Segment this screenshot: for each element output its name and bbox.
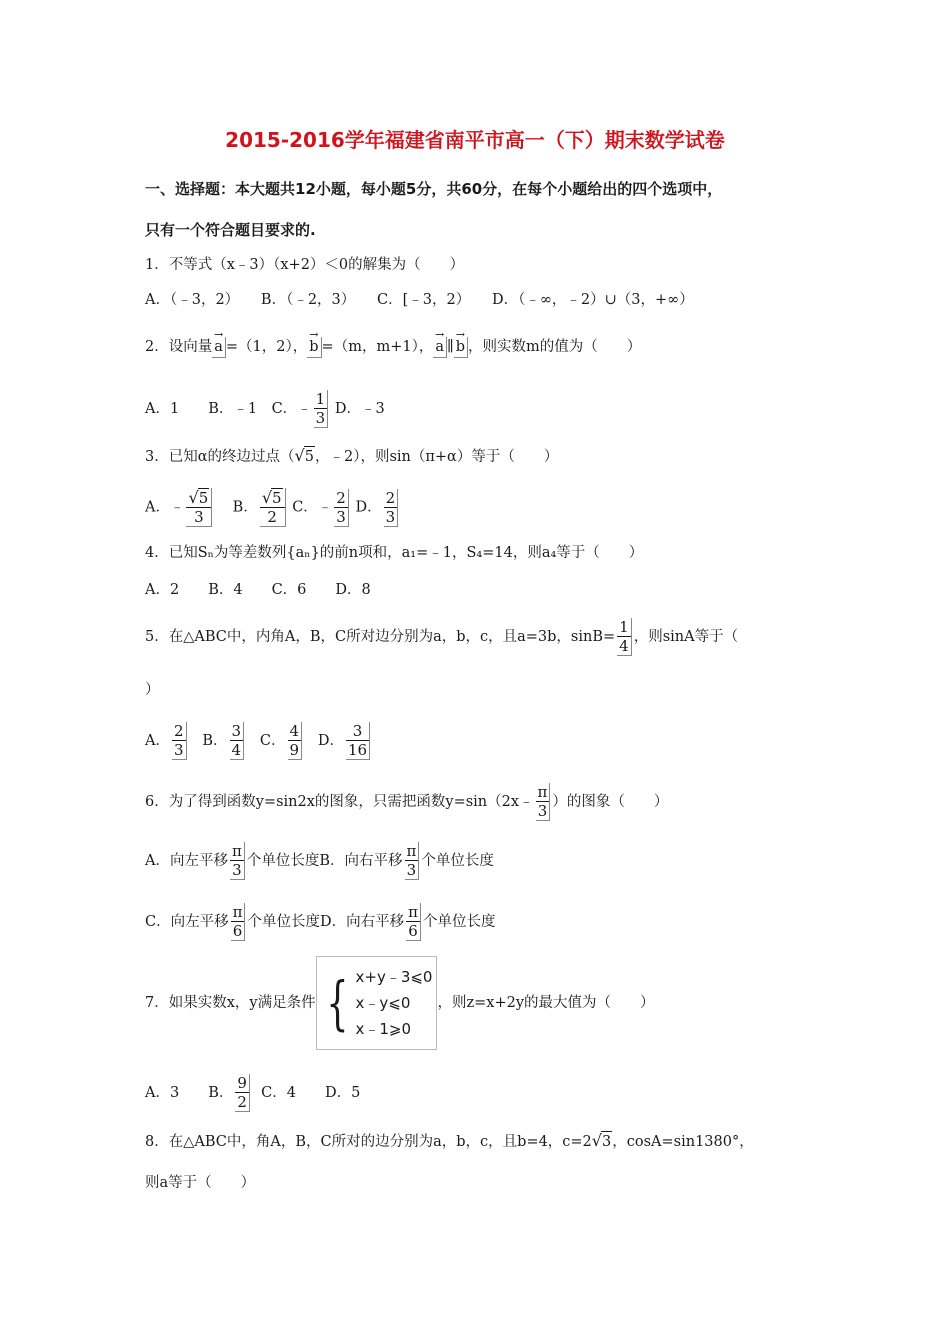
q5-opt-a-frac xyxy=(172,722,187,760)
q3-opt-c-frac xyxy=(334,489,349,527)
frac-den: 6 xyxy=(408,922,418,940)
q7-stem xyxy=(145,956,655,1050)
q6-stem-frac xyxy=(536,783,551,821)
section-header-line1: 一、选择题：本大题共12小题，每小题5分，共60分，在每个小题给出的四个选项中， xyxy=(145,180,723,198)
q6-opt-a-unit: 个单位长度 xyxy=(246,853,320,869)
frac-den: 3 xyxy=(194,508,204,526)
q5-opt-a-label: A． xyxy=(145,733,170,749)
frac-num: π xyxy=(406,842,417,860)
vector-a: → a xyxy=(212,337,226,358)
q1-options: A．（﹣3，2） B．（﹣2，3） C．[﹣3，2） D．（﹣∞，﹣2）∪（3，+∞） xyxy=(145,292,694,308)
q7-options xyxy=(145,1074,360,1112)
q2-suffix: ，则实数m的值为（ ） xyxy=(467,339,642,355)
q7-stem-b: ，则z=x+2y的最大值为（ ） xyxy=(437,995,655,1011)
frac-num: 2 xyxy=(385,488,396,507)
q7-opt-b-frac xyxy=(235,1074,250,1112)
q2-frac-num: 1 xyxy=(315,390,326,408)
frac-den: 3 xyxy=(385,507,396,526)
q6-options-ab xyxy=(145,842,494,880)
q6-opt-b-frac xyxy=(405,842,420,880)
radicand: 5 xyxy=(198,489,209,507)
q3-radicand: 5 xyxy=(304,446,315,467)
exam-title: 2015-2016学年福建省南平市高一（下）期末数学试卷 xyxy=(225,128,725,152)
q5-opt-c-frac xyxy=(288,722,303,760)
q2-prefix: 2．设向量 xyxy=(145,339,213,355)
parallel-symbol: ∥ xyxy=(446,339,454,355)
q6-stem xyxy=(145,783,668,821)
q3-prefix: 3．已知α的终边过点（ xyxy=(145,449,295,465)
q5-options xyxy=(145,722,372,760)
q4-options: A．2 B．4 C．6 D．8 xyxy=(145,582,371,598)
constraint-1: x+y﹣3⩽0 xyxy=(355,968,433,986)
q6-opt-d-frac xyxy=(406,903,421,941)
frac-den: 4 xyxy=(231,741,242,759)
frac-den: 3 xyxy=(336,507,346,526)
q2-option-ab: A．1 B．﹣1 C．﹣ xyxy=(145,401,312,417)
q8-stem-b: ，cosA=sin1380°， xyxy=(612,1134,754,1150)
sqrt-symbol: √ xyxy=(261,488,273,507)
constraint-2: x﹣y⩽0 xyxy=(355,994,411,1012)
brace-symbol: { xyxy=(325,969,349,1037)
q5-close: ） xyxy=(145,682,160,698)
q8-stem-line2: 则a等于（ ） xyxy=(145,1175,256,1191)
q5-opt-d-label: D． xyxy=(317,733,345,749)
frac-num: 2 xyxy=(336,488,346,507)
q3-opt-d-label: D． xyxy=(355,499,382,516)
frac-num: π xyxy=(231,842,242,860)
frac-den: 2 xyxy=(267,508,277,526)
q6-stem-b: ）的图象（ ） xyxy=(552,794,669,810)
frac-den: 3 xyxy=(232,861,242,879)
q3-opt-c-label: C．﹣ xyxy=(292,499,333,516)
sqrt-symbol: √ xyxy=(591,1131,602,1150)
q2-option-d: D．﹣3 xyxy=(334,401,385,417)
q3-opt-d-frac xyxy=(384,489,399,527)
q2-stem xyxy=(145,337,641,358)
q6-opt-c-unit: 个单位长度 xyxy=(247,914,320,930)
q7-opt-ab: A．3 B． xyxy=(145,1085,234,1101)
frac-num: π xyxy=(537,783,548,801)
frac-num: 3 xyxy=(231,722,242,740)
constraint-system xyxy=(316,956,438,1050)
frac-num: 1 xyxy=(619,618,629,636)
constraint-3: x﹣1⩾0 xyxy=(355,1020,412,1038)
q6-opt-b-unit: 个单位长度 xyxy=(421,853,494,869)
frac-num: π xyxy=(408,903,418,921)
frac-den: 3 xyxy=(537,802,548,820)
q6-opt-d-label: D．向右平移 xyxy=(319,914,405,930)
q6-opt-c-frac xyxy=(231,903,246,941)
q6-options-cd xyxy=(145,903,495,941)
q6-opt-a-frac xyxy=(230,842,245,880)
vector-b-again: → b xyxy=(454,337,468,358)
q5-opt-c-label: C． xyxy=(259,733,286,749)
frac-num: 2 xyxy=(173,722,184,740)
q6-opt-b-label: B．向右平移 xyxy=(319,853,403,869)
q7-stem-a: 7．如果实数x，y满足条件 xyxy=(145,995,316,1011)
q4-stem: 4．已知Sₙ为等差数列{aₙ}的前n项和，a₁=﹣1，S₄=14，则a₄等于（ ） xyxy=(145,545,644,561)
q3-opt-a-label: A．﹣ xyxy=(145,499,185,516)
vector-a-again: → a xyxy=(433,337,447,358)
frac-den: 9 xyxy=(289,741,300,759)
q3-opt-a-frac xyxy=(186,488,212,527)
q5-opt-d-frac xyxy=(346,722,370,760)
radicand: 5 xyxy=(272,489,282,507)
q3-options xyxy=(145,488,400,527)
q5-opt-b-label: B． xyxy=(202,733,228,749)
q3-suffix: ，﹣2），则sin（π+α）等于（ ） xyxy=(314,449,559,465)
q2-fraction xyxy=(314,390,329,428)
q6-opt-a-label: A．向左平移 xyxy=(145,853,228,869)
q7-opt-cd: C．4 D．5 xyxy=(261,1085,361,1101)
q2-b-value: =（m，m+1）， xyxy=(321,339,434,355)
section-header-line2: 只有一个符合题目要求的. xyxy=(145,221,316,239)
frac-den: 3 xyxy=(173,741,184,759)
q8-stem xyxy=(145,1131,754,1152)
q6-opt-c-label: C．向左平移 xyxy=(145,914,229,930)
q1-stem: 1．不等式（x﹣3）（x+2）＜0的解集为（ ） xyxy=(145,257,465,273)
q6-opt-d-unit: 个单位长度 xyxy=(422,914,496,930)
frac-num: π xyxy=(232,903,243,921)
q3-opt-b-frac xyxy=(260,488,286,527)
q5-sinb-frac xyxy=(617,618,632,656)
constraint-rows xyxy=(356,964,433,1042)
vector-b: → b xyxy=(307,337,321,358)
frac-num: 3 xyxy=(346,722,369,741)
q2-a-value: =（1，2）， xyxy=(225,339,308,355)
frac-den: 2 xyxy=(237,1093,247,1111)
q5-opt-b-frac xyxy=(230,722,245,760)
sqrt-symbol: √ xyxy=(188,488,199,507)
q3-stem xyxy=(145,446,558,467)
q2-options xyxy=(145,390,385,428)
frac-den: 16 xyxy=(348,741,368,759)
q5-stem-b: ，则sinA等于（ xyxy=(633,629,739,645)
frac-den: 6 xyxy=(232,922,243,940)
q5-stem-a: 5．在△ABC中，内角A，B，C所对边分别为a，b，c，且a=3b，sinB= xyxy=(145,629,616,645)
q8-stem-a: 8．在△ABC中，角A，B，C所对的边分别为a，b，c，且b=4，c=2 xyxy=(145,1134,592,1150)
frac-den: 4 xyxy=(619,637,629,655)
frac-num xyxy=(186,488,211,508)
q6-stem-a: 6．为了得到函数y=sin2x的图象，只需把函数y=sin（2x﹣ xyxy=(145,794,534,810)
q2-frac-den: 3 xyxy=(315,409,326,427)
q8-radicand: 3 xyxy=(601,1131,612,1152)
frac-num: 9 xyxy=(237,1074,247,1092)
frac-num xyxy=(260,488,285,508)
q3-opt-b-label: B． xyxy=(232,499,258,516)
frac-num: 4 xyxy=(289,722,300,740)
q5-stem xyxy=(145,618,738,656)
frac-den: 3 xyxy=(406,861,417,879)
sqrt-symbol: √ xyxy=(294,446,305,465)
